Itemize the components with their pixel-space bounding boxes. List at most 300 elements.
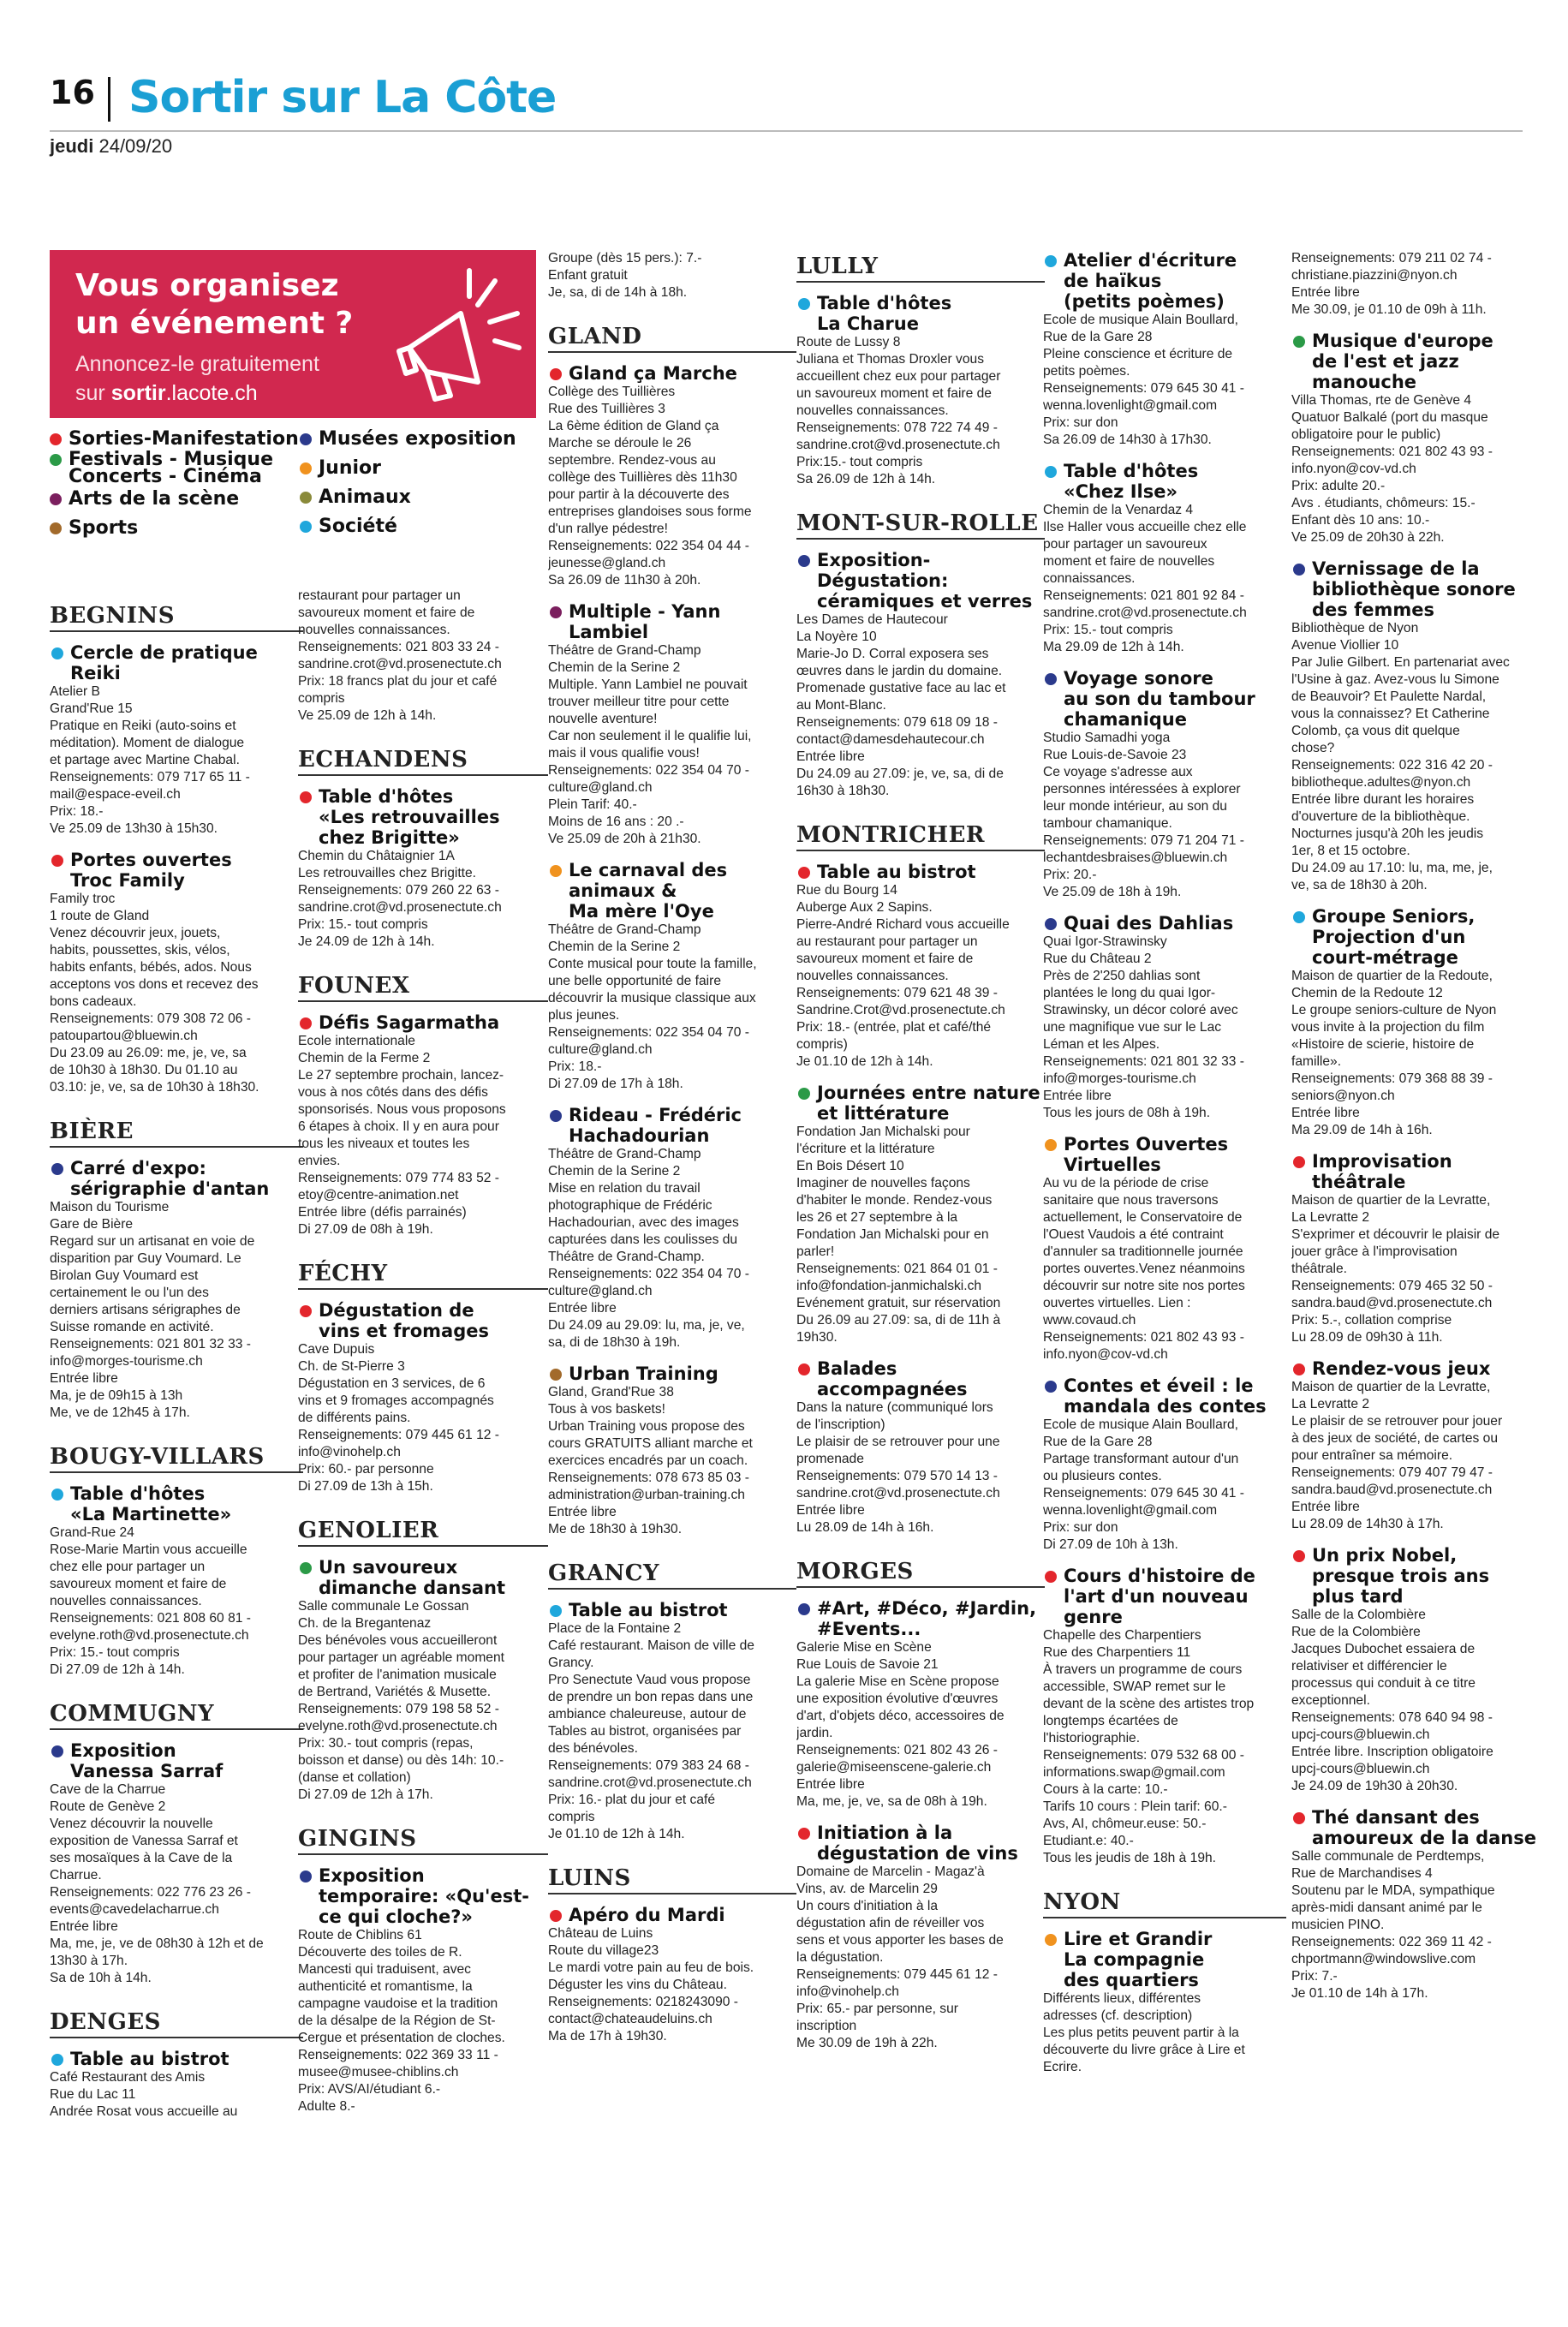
event-detail-line: découvrir la musique classique aux bbox=[548, 991, 756, 1005]
legend-item-sports bbox=[50, 517, 138, 539]
event-title bbox=[50, 1483, 303, 1524]
category-dot-icon bbox=[550, 368, 562, 380]
event-detail-line: Théâtre de Grand-Champ bbox=[548, 643, 701, 658]
event-detail-line: Lu 28.09 de 09h30 à 11h. bbox=[1291, 1330, 1443, 1345]
event-title bbox=[796, 550, 1045, 612]
event-detail-line: Renseignements: 079 717 65 11 - bbox=[50, 770, 250, 785]
event-detail-line: wenna.lovenlight@gmail.com bbox=[1043, 398, 1218, 413]
event-detail-line: relativiser et différencier le bbox=[1291, 1659, 1447, 1674]
event-detail-line: 19h30. bbox=[796, 1330, 838, 1345]
event-detail-line: Renseignements: 079 383 24 68 - bbox=[548, 1758, 749, 1773]
event-title bbox=[1043, 1566, 1286, 1627]
town-heading: LUINS bbox=[548, 1865, 796, 1894]
category-dot-icon bbox=[1045, 1381, 1057, 1393]
event-title-line: Voyage sonore bbox=[1064, 668, 1213, 689]
event-detail-line: Ecrire. bbox=[1043, 2060, 1082, 2074]
event-detail-line: Ce voyage s'adresse aux bbox=[1043, 765, 1193, 779]
event-listing bbox=[50, 1158, 303, 1422]
event-detail-line: administration@urban-training.ch bbox=[548, 1488, 745, 1502]
event-detail-line: Galerie Mise en Scène bbox=[796, 1640, 932, 1655]
event-detail-line: Entrée libre bbox=[1291, 1500, 1360, 1514]
event-detail-line: sanitaire que nous traversons bbox=[1043, 1193, 1219, 1208]
event-detail-line: savoureux moment et faire de bbox=[796, 952, 974, 966]
event-detail-line: Des bénévoles vous accueilleront bbox=[298, 1633, 498, 1648]
event-detail-line: Quatuor Balkalé (port du masque bbox=[1291, 410, 1488, 425]
event-detail-line: Déguster les vins du Château. bbox=[548, 1978, 727, 1992]
event-detail-line: Mancesti qui traduisent, avec bbox=[298, 1962, 471, 1977]
event-detail-line: Lu 28.09 de 14h à 16h. bbox=[796, 1520, 934, 1535]
legend-item-musees bbox=[300, 428, 516, 450]
event-detail-line: Me 30.09 de 19h à 22h. bbox=[796, 2036, 938, 2050]
event-listing bbox=[1043, 1929, 1286, 2076]
category-dot-icon bbox=[798, 1363, 810, 1375]
promo-banner[interactable] bbox=[50, 250, 536, 418]
event-detail-line: Chemin de la Serine 2 bbox=[548, 660, 681, 675]
event-detail-line: Découverte des toiles de R. bbox=[298, 1945, 462, 1960]
event-detail-line: sens et vous apporter les bases de bbox=[796, 1933, 1004, 1948]
event-detail-line: Renseignements: 079 71 204 71 - bbox=[1043, 833, 1244, 848]
event-detail-line: nouvelle aventure! bbox=[548, 712, 658, 726]
event-detail-line: Lu 28.09 de 14h30 à 17h. bbox=[1291, 1517, 1444, 1531]
event-detail-line: Renseignements: 078 722 74 49 - bbox=[796, 421, 998, 435]
event-detail-line: Renseignements: 022 316 42 20 - bbox=[1291, 758, 1493, 773]
event-detail-line: nouvelles connaissances. bbox=[50, 1594, 202, 1608]
event-detail-line: Renseignements: 021 801 32 33 - bbox=[50, 1337, 251, 1351]
legend-label: Sorties-Manifestation bbox=[69, 428, 299, 450]
event-detail-line: envies. bbox=[298, 1154, 341, 1168]
event-detail-line: Charrue. bbox=[50, 1868, 102, 1882]
event-detail-line: Renseignements: 022 354 04 44 - bbox=[548, 539, 749, 553]
event-detail-line: Renseignements: 021 801 92 84 - bbox=[1043, 588, 1244, 603]
event-title-line: de l'est et jazz bbox=[1312, 351, 1459, 372]
event-detail-line: Conte musical pour toute la famille, bbox=[548, 957, 757, 971]
event-detail-line: info@fondation-janmichalski.ch bbox=[796, 1279, 982, 1293]
event-title-line: Cours d'histoire de bbox=[1064, 1566, 1255, 1586]
event-detail-line: Entrée libre bbox=[1043, 1089, 1112, 1103]
event-continuation bbox=[298, 588, 548, 725]
event-detail-line: Chemin de la Serine 2 bbox=[548, 1164, 681, 1178]
event-detail-line: informations.swap@gmail.com bbox=[1043, 1765, 1225, 1780]
event-detail-line: exercices encadrés par un coach. bbox=[548, 1453, 748, 1468]
event-title-line: Table au bistrot bbox=[817, 862, 976, 882]
legend-dot-sports bbox=[50, 522, 62, 534]
event-detail-line: plantées le long du quai Igor- bbox=[1043, 986, 1216, 1000]
event-detail-line: mail@espace-eveil.ch bbox=[50, 787, 181, 802]
legend-item-concerts bbox=[50, 466, 262, 487]
event-detail-line: info@morges-tourisme.ch bbox=[50, 1354, 203, 1369]
event-detail-line: connaissances. bbox=[1043, 571, 1136, 586]
event-detail-line: S'exprimer et découvrir le plaisir de bbox=[1291, 1227, 1500, 1242]
event-detail-line: découvrir sur notre site nos portes bbox=[1043, 1279, 1245, 1293]
event-detail-line: Tous à vos baskets! bbox=[548, 1402, 665, 1417]
event-detail-line: Grand-Rue 24 bbox=[50, 1525, 134, 1540]
event-detail-line: Prix: 18.- bbox=[548, 1059, 602, 1074]
event-detail-line: Prix: AVS/AI/étudiant 6.- bbox=[298, 2082, 441, 2097]
event-title-line: sérigraphie d'antan bbox=[70, 1178, 270, 1199]
town-heading: LULLY bbox=[796, 254, 1045, 283]
event-detail-line: etoy@centre-animation.net bbox=[298, 1188, 459, 1202]
category-dot-icon bbox=[798, 1828, 810, 1840]
event-title bbox=[1291, 1807, 1540, 1848]
town-heading: NYON bbox=[1043, 1889, 1286, 1918]
event-detail-line: La Noyère 10 bbox=[796, 629, 877, 644]
event-detail-line: Grand'Rue 15 bbox=[50, 701, 133, 716]
event-title bbox=[298, 1557, 548, 1598]
event-title-line: Journées entre nature bbox=[817, 1083, 1040, 1103]
event-detail-line: ou plusieurs contes. bbox=[1043, 1469, 1162, 1483]
event-title-line: Thé dansant des bbox=[1312, 1807, 1480, 1828]
event-detail-line: jeunesse@gland.ch bbox=[548, 556, 666, 570]
town-heading: MORGES bbox=[796, 1559, 1045, 1588]
event-detail-line: Di 27.09 de 12h à 14h. bbox=[50, 1662, 185, 1677]
event-detail-line: d'un rallye pédestre! bbox=[548, 522, 668, 536]
event-detail-line: Sa 26.09 de 14h30 à 17h30. bbox=[1043, 433, 1212, 447]
event-listing bbox=[1291, 1807, 1540, 2002]
event-title-line: Exposition- bbox=[817, 550, 931, 570]
event-detail-line: Avenue Viollier 10 bbox=[1291, 638, 1399, 653]
event-detail-line: culture@gland.ch bbox=[548, 1042, 653, 1057]
event-detail-line: Renseignements: 079 645 30 41 - bbox=[1043, 381, 1244, 396]
event-title-line: Groupe Seniors, bbox=[1312, 906, 1476, 927]
event-title bbox=[298, 1300, 548, 1341]
event-detail-line: Renseignements: 079 618 09 18 - bbox=[796, 715, 998, 730]
event-listing bbox=[796, 293, 1045, 488]
event-detail-line: Renseignements: 079 645 30 41 - bbox=[1043, 1486, 1244, 1501]
event-title bbox=[548, 860, 796, 922]
event-detail-line: Entrée libre bbox=[1291, 1106, 1360, 1120]
category-legend bbox=[50, 428, 536, 557]
event-detail-line: Prix: 15.- tout compris bbox=[1043, 623, 1173, 637]
event-detail-line: parler! bbox=[796, 1244, 835, 1259]
event-detail-line: Renseignements: 022 354 04 70 - bbox=[548, 1267, 749, 1281]
event-detail-line: Colomb, ça vous dit quelque bbox=[1291, 724, 1460, 738]
event-title-line: Apéro du Mardi bbox=[569, 1905, 725, 1925]
event-detail-line: (danse et collation) bbox=[298, 1770, 411, 1785]
event-detail-line: Pro Senectute Vaud vous propose bbox=[548, 1673, 751, 1687]
masthead-separator bbox=[108, 77, 110, 122]
event-detail-line: Le 27 septembre prochain, lancez- bbox=[298, 1068, 504, 1083]
event-title-line: «Les retrouvailles bbox=[319, 807, 500, 827]
event-detail-line: disparition par Guy Voumard. Le bbox=[50, 1251, 241, 1266]
event-detail-line: Enfant dès 10 ans: 10.- bbox=[1291, 513, 1430, 528]
event-title-line: Musique d'europe bbox=[1312, 331, 1493, 351]
event-detail-line: Moins de 16 ans : 20 .- bbox=[548, 814, 684, 829]
event-detail-line: La Levratte 2 bbox=[1291, 1210, 1370, 1225]
event-detail-line: patoupartou@bluewin.ch bbox=[50, 1029, 198, 1043]
agenda-column-5 bbox=[1043, 250, 1286, 2088]
event-detail-line: Me 30.09, je 01.10 de 09h à 11h. bbox=[1291, 302, 1487, 317]
event-detail-line: au Mont-Blanc. bbox=[796, 698, 886, 713]
event-detail-line: moment et faire de nouvelles bbox=[1043, 554, 1215, 569]
event-detail-line: la dégustation. bbox=[796, 1950, 884, 1965]
event-detail-line: Renseignements: 079 308 72 06 - bbox=[50, 1011, 251, 1026]
event-detail-line: portes ouvertes.Venez néanmoins bbox=[1043, 1262, 1245, 1276]
event-detail-line: Fondation Jan Michalski pour bbox=[796, 1125, 970, 1139]
event-detail-line: Salle communale Le Gossan bbox=[298, 1599, 469, 1614]
event-detail-line: info.nyon@cov-vd.ch bbox=[1291, 462, 1416, 476]
event-detail-line: Renseignements: 021 802 43 93 - bbox=[1043, 1330, 1244, 1345]
agenda-column-4 bbox=[796, 250, 1045, 2064]
event-detail-line: tambour chamanique. bbox=[1043, 816, 1172, 831]
event-detail-line: authenticité et romantisme, la bbox=[298, 1979, 473, 1994]
event-listing bbox=[796, 550, 1045, 800]
category-dot-icon bbox=[1293, 1156, 1305, 1168]
event-detail-line: info@vinohelp.ch bbox=[298, 1445, 401, 1459]
event-detail-line: personnes intéressées à explorer bbox=[1043, 782, 1241, 797]
megaphone-icon bbox=[375, 262, 529, 408]
event-detail-line: Chemin du Châtaignier 1A bbox=[298, 849, 455, 863]
event-detail-line: sa, di de 18h30 à 19h. bbox=[548, 1335, 681, 1350]
event-detail-line: Prix: adulte 20.- bbox=[1291, 479, 1386, 493]
event-detail-line: Je 01.10 de 12h à 14h. bbox=[796, 1054, 933, 1069]
legend-dot-societe bbox=[300, 521, 312, 533]
event-title bbox=[1043, 1375, 1286, 1417]
event-detail-line: lechantdesbraises@bluewin.ch bbox=[1043, 850, 1228, 865]
event-listing bbox=[796, 1358, 1045, 1536]
event-detail-line: Prix: 15.- tout compris bbox=[298, 917, 428, 932]
event-detail-line: Dans la nature (communiqué lors bbox=[796, 1400, 993, 1415]
event-detail-line: plus jeunes. bbox=[548, 1008, 620, 1023]
event-detail-line: Chemin de la Ferme 2 bbox=[298, 1051, 431, 1065]
town-heading: MONTRICHER bbox=[796, 822, 1045, 851]
event-detail-line: Pratique en Reiki (auto-soins et bbox=[50, 719, 236, 733]
event-title-line: Gland ça Marche bbox=[569, 363, 737, 384]
event-detail-line: Rose-Marie Martin vous accueille bbox=[50, 1542, 247, 1557]
event-detail-line: d'ouverture de la bibliothèque. bbox=[1291, 809, 1470, 824]
event-detail-line: Je 01.10 de 14h à 17h. bbox=[1291, 1986, 1428, 2001]
category-dot-icon bbox=[1293, 336, 1305, 348]
event-title-line: Rendez-vous jeux bbox=[1312, 1358, 1491, 1379]
event-detail-line: bons cadeaux. bbox=[50, 994, 137, 1009]
event-title-line: Un savoureux bbox=[319, 1557, 458, 1578]
event-detail-line: Marche se déroule le 26 bbox=[548, 436, 692, 450]
event-detail-line: Avs . étudiants, chômeurs: 15.- bbox=[1291, 496, 1476, 510]
event-detail-line: septembre. Rendez-vous au bbox=[548, 453, 716, 468]
event-detail-line: Family troc bbox=[50, 892, 116, 906]
event-detail-line: pour partager un agréable moment bbox=[298, 1650, 504, 1665]
promo-title-line2: un événement ? bbox=[75, 306, 354, 341]
event-detail-line: upcj-cours@bluewin.ch bbox=[1291, 1727, 1430, 1742]
event-detail-line: Théâtre de Grand-Champ bbox=[548, 1147, 701, 1161]
event-detail-line: de différents pains. bbox=[298, 1411, 411, 1425]
event-title-line: amoureux de la danse bbox=[1312, 1828, 1536, 1848]
event-listing bbox=[1291, 1358, 1540, 1533]
event-title-line: Table d'hôtes bbox=[1064, 461, 1199, 481]
event-detail-line: sandrine.crot@vd.prosenectute.ch bbox=[548, 1775, 752, 1790]
event-title-line: accompagnées bbox=[817, 1379, 968, 1399]
event-detail-line: l'Usine à gaz. Avez-vous lu Simone bbox=[1291, 672, 1499, 687]
event-title bbox=[298, 786, 548, 848]
event-detail-line: Renseignements: 078 640 94 98 - bbox=[1291, 1710, 1493, 1725]
event-detail-line: Château de Luins bbox=[548, 1926, 653, 1941]
event-title-line: Dégustation: bbox=[817, 570, 949, 591]
event-title bbox=[50, 1158, 303, 1199]
event-title-line: #Events... bbox=[817, 1619, 921, 1639]
event-detail-line: Renseignements: 079 774 83 52 - bbox=[298, 1171, 499, 1185]
event-detail-line: Le mardi votre pain au feu de bois. bbox=[548, 1960, 754, 1975]
event-detail-line: Café restaurant. Maison de ville de bbox=[548, 1638, 754, 1653]
event-detail-line: Ve 25.09 de 20h30 à 22h. bbox=[1291, 530, 1445, 545]
event-detail-line: Cave de la Charrue bbox=[50, 1782, 166, 1797]
event-title bbox=[50, 642, 303, 683]
event-detail-line: habits, poussettes, skis, vélos, bbox=[50, 943, 230, 958]
event-detail-line: Renseignements: 021 808 60 81 - bbox=[50, 1611, 251, 1626]
event-detail-line: seniors@nyon.ch bbox=[1291, 1089, 1395, 1103]
event-detail-line: evelyne.roth@vd.prosenectute.ch bbox=[50, 1628, 249, 1643]
event-detail-line: Prix: 60.- par personne bbox=[298, 1462, 434, 1477]
event-listing bbox=[548, 363, 796, 589]
promo-title bbox=[75, 267, 384, 343]
event-detail-line: jardin. bbox=[796, 1726, 833, 1740]
event-detail-line: Chapelle des Charpentiers bbox=[1043, 1628, 1201, 1643]
event-detail-line: Renseignements: 079 368 88 39 - bbox=[1291, 1071, 1493, 1086]
event-detail-line: Entrée libre (défis parrainés) bbox=[298, 1205, 467, 1220]
event-detail-line: ambiance chaleureuse, autour de bbox=[548, 1707, 747, 1721]
event-detail-line: ses mosaïques à la Cave de la bbox=[50, 1851, 233, 1865]
event-title-line: manouche bbox=[1312, 372, 1417, 392]
event-title-line: Vernissage de la bbox=[1312, 558, 1480, 579]
event-detail-line: campagne vaudoise et la tradition bbox=[298, 1996, 498, 2011]
event-detail-line: Di 27.09 de 10h à 13h. bbox=[1043, 1537, 1178, 1552]
event-detail-line: Je, sa, di de 14h à 18h. bbox=[548, 285, 688, 300]
event-detail-line: au restaurant pour partager un bbox=[796, 934, 978, 949]
event-detail-line: Di 27.09 de 17h à 18h. bbox=[548, 1077, 683, 1091]
event-detail-line: savoureux moment et faire de bbox=[298, 606, 475, 620]
event-detail-line: Mise en relation du travail bbox=[548, 1181, 701, 1196]
legend-label: Concerts - Cinéma bbox=[69, 466, 262, 487]
event-detail-line: inscription bbox=[796, 2019, 857, 2033]
event-detail-line: savoureux moment et faire de bbox=[50, 1577, 227, 1591]
category-dot-icon bbox=[550, 1110, 562, 1122]
event-detail-line: culture@gland.ch bbox=[548, 780, 653, 795]
event-detail-line: Ma, je de 09h15 à 13h bbox=[50, 1388, 183, 1403]
event-detail-line: Renseignements: 079 407 79 47 - bbox=[1291, 1465, 1493, 1480]
event-detail-line: Tous les jours de 08h à 19h. bbox=[1043, 1106, 1211, 1120]
event-detail-line: Ch. de St-Pierre 3 bbox=[298, 1359, 405, 1374]
event-detail-line: www.covaud.ch bbox=[1043, 1313, 1136, 1328]
event-detail-line: Studio Samadhi yoga bbox=[1043, 731, 1171, 745]
event-detail-line: sandra.baud@vd.prosenectute.ch bbox=[1291, 1483, 1493, 1497]
event-title-line: (petits poèmes) bbox=[1064, 291, 1225, 312]
event-detail-line: de prendre un bon repas dans une bbox=[548, 1690, 754, 1704]
promo-sub-prefix: sur bbox=[75, 381, 111, 405]
event-detail-line: processus qui conduit à ce titre bbox=[1291, 1676, 1476, 1691]
event-detail-line: Renseignements: 079 211 02 74 - bbox=[1291, 251, 1492, 266]
event-detail-line: Léman et les Alpes. bbox=[1043, 1037, 1160, 1052]
category-dot-icon bbox=[1293, 1812, 1305, 1824]
legend-item-junior bbox=[300, 457, 381, 479]
promo-brand: sortir bbox=[110, 381, 166, 405]
event-detail-line: Regard sur un artisanat en voie de bbox=[50, 1234, 255, 1249]
event-detail-line: Venez découvrir la nouvelle bbox=[50, 1817, 213, 1831]
town-heading: FOUNEX bbox=[298, 973, 548, 1002]
event-detail-line: Renseignements: 021 803 33 24 - bbox=[298, 640, 499, 654]
event-title-line: Table d'hôtes bbox=[70, 1483, 206, 1504]
event-title-line: Balades bbox=[817, 1358, 897, 1379]
event-detail-line: Prix: 18.- bbox=[50, 804, 104, 819]
event-detail-line: Différents lieux, différentes bbox=[1043, 1991, 1201, 2006]
event-detail-line: Grancy. bbox=[548, 1656, 594, 1670]
category-dot-icon bbox=[1293, 1363, 1305, 1375]
event-title-line: Cercle de pratique bbox=[70, 642, 258, 663]
event-detail-line: exposition de Vanessa Sarraf et bbox=[50, 1834, 238, 1848]
category-dot-icon bbox=[51, 1745, 63, 1757]
promo-sub-line2 bbox=[75, 379, 401, 408]
event-detail-line: info@vinohelp.ch bbox=[796, 1984, 899, 1999]
event-detail-line: galerie@miseenscene-galerie.ch bbox=[796, 1760, 992, 1775]
event-detail-line: Entrée libre bbox=[548, 1505, 617, 1519]
event-detail-line: compris bbox=[548, 1810, 595, 1824]
masthead-rule bbox=[50, 130, 1523, 132]
event-title bbox=[298, 1012, 548, 1033]
event-title-line: ce qui cloche?» bbox=[319, 1906, 473, 1927]
event-detail-line: Ma 29.09 de 14h à 16h. bbox=[1291, 1123, 1433, 1137]
event-detail-line: restaurant pour partager un bbox=[298, 588, 461, 603]
event-detail-line: Renseignements: 079 260 22 63 - bbox=[298, 883, 499, 898]
event-detail-line: Du 23.09 au 26.09: me, je, ve, sa bbox=[50, 1046, 247, 1060]
event-detail-line: Près de 2'250 dahlias sont bbox=[1043, 969, 1201, 983]
event-detail-line: Entrée libre bbox=[796, 749, 865, 764]
event-detail-line: accessible, SWAP remet sur le bbox=[1043, 1680, 1226, 1694]
event-detail-line: Entrée libre bbox=[50, 1371, 118, 1386]
event-detail-line: Café Restaurant des Amis bbox=[50, 2070, 206, 2085]
event-detail-line: Renseignements: 079 445 61 12 - bbox=[796, 1967, 998, 1982]
event-detail-line: une belle opportunité de faire bbox=[548, 974, 722, 988]
event-title-line: Contes et éveil : le bbox=[1064, 1375, 1254, 1396]
event-detail-line: sandrine.crot@vd.prosenectute.ch bbox=[1043, 606, 1247, 620]
event-title-line: Le carnaval des bbox=[569, 860, 728, 880]
category-dot-icon bbox=[51, 2054, 63, 2066]
event-detail-line: Le plaisir de se retrouver pour jouer bbox=[1291, 1414, 1503, 1429]
event-detail-line: Marie-Jo D. Corral exposera ses bbox=[796, 647, 989, 661]
promo-subtitle bbox=[75, 349, 401, 408]
event-detail-line: Renseignements: 079 621 48 39 - bbox=[796, 986, 998, 1000]
event-detail-line: La Levratte 2 bbox=[1291, 1397, 1370, 1411]
legend-item-sorties bbox=[50, 428, 299, 450]
event-detail-line: Entrée libre bbox=[548, 1301, 617, 1316]
event-detail-line: Renseignements: 022 776 23 26 - bbox=[50, 1885, 251, 1900]
event-detail-line: Sa 26.09 de 12h à 14h. bbox=[796, 472, 936, 486]
event-detail-line: Di 27.09 de 13h à 15h. bbox=[298, 1479, 433, 1494]
event-title-line: Table d'hôtes bbox=[319, 786, 454, 807]
event-detail-line: Du 24.09 au 17.10: lu, ma, me, je, bbox=[1291, 861, 1493, 875]
event-detail-line: Bibliothèque de Nyon bbox=[1291, 621, 1419, 635]
event-detail-line: à des jeux de société, de cartes ou bbox=[1291, 1431, 1498, 1446]
event-continuation bbox=[1291, 250, 1540, 319]
event-detail-line: Sandrine.Crot@vd.prosenectute.ch bbox=[796, 1003, 1005, 1017]
event-detail-line: Théâtre de Grand-Champ bbox=[548, 922, 701, 937]
town-heading: BIÈRE bbox=[50, 1119, 303, 1148]
issue-date-value: 24/09/20 bbox=[98, 135, 173, 157]
event-title-line: Initiation à la bbox=[817, 1823, 953, 1843]
event-detail-line: Les retrouvailles chez Brigitte. bbox=[298, 866, 477, 880]
event-detail-line: famille». bbox=[1291, 1054, 1342, 1069]
event-detail-line: Atelier B bbox=[50, 684, 100, 699]
event-continuation bbox=[548, 250, 796, 301]
event-detail-line: Prix: 65.- par personne, sur bbox=[796, 2002, 958, 2016]
event-title bbox=[1291, 1358, 1540, 1379]
event-detail-line: Entrée libre. Inscription obligatoire bbox=[1291, 1745, 1493, 1759]
event-detail-line: Domaine de Marcelin - Magaz'à bbox=[796, 1865, 985, 1879]
event-title bbox=[298, 1865, 548, 1927]
event-title bbox=[548, 1905, 796, 1925]
event-detail-line: Multiple. Yann Lambiel ne pouvait bbox=[548, 677, 748, 692]
event-detail-line: Par Julie Gilbert. En partenariat avec bbox=[1291, 655, 1510, 670]
event-detail-line: Ve 25.09 de 20h à 21h30. bbox=[548, 832, 701, 846]
event-detail-line: actuellement, le Conservatoire de bbox=[1043, 1210, 1243, 1225]
event-detail-line: Je 24.09 de 12h à 14h. bbox=[298, 934, 435, 949]
event-detail-line: Maison de quartier de la Redoute, bbox=[1291, 969, 1493, 983]
